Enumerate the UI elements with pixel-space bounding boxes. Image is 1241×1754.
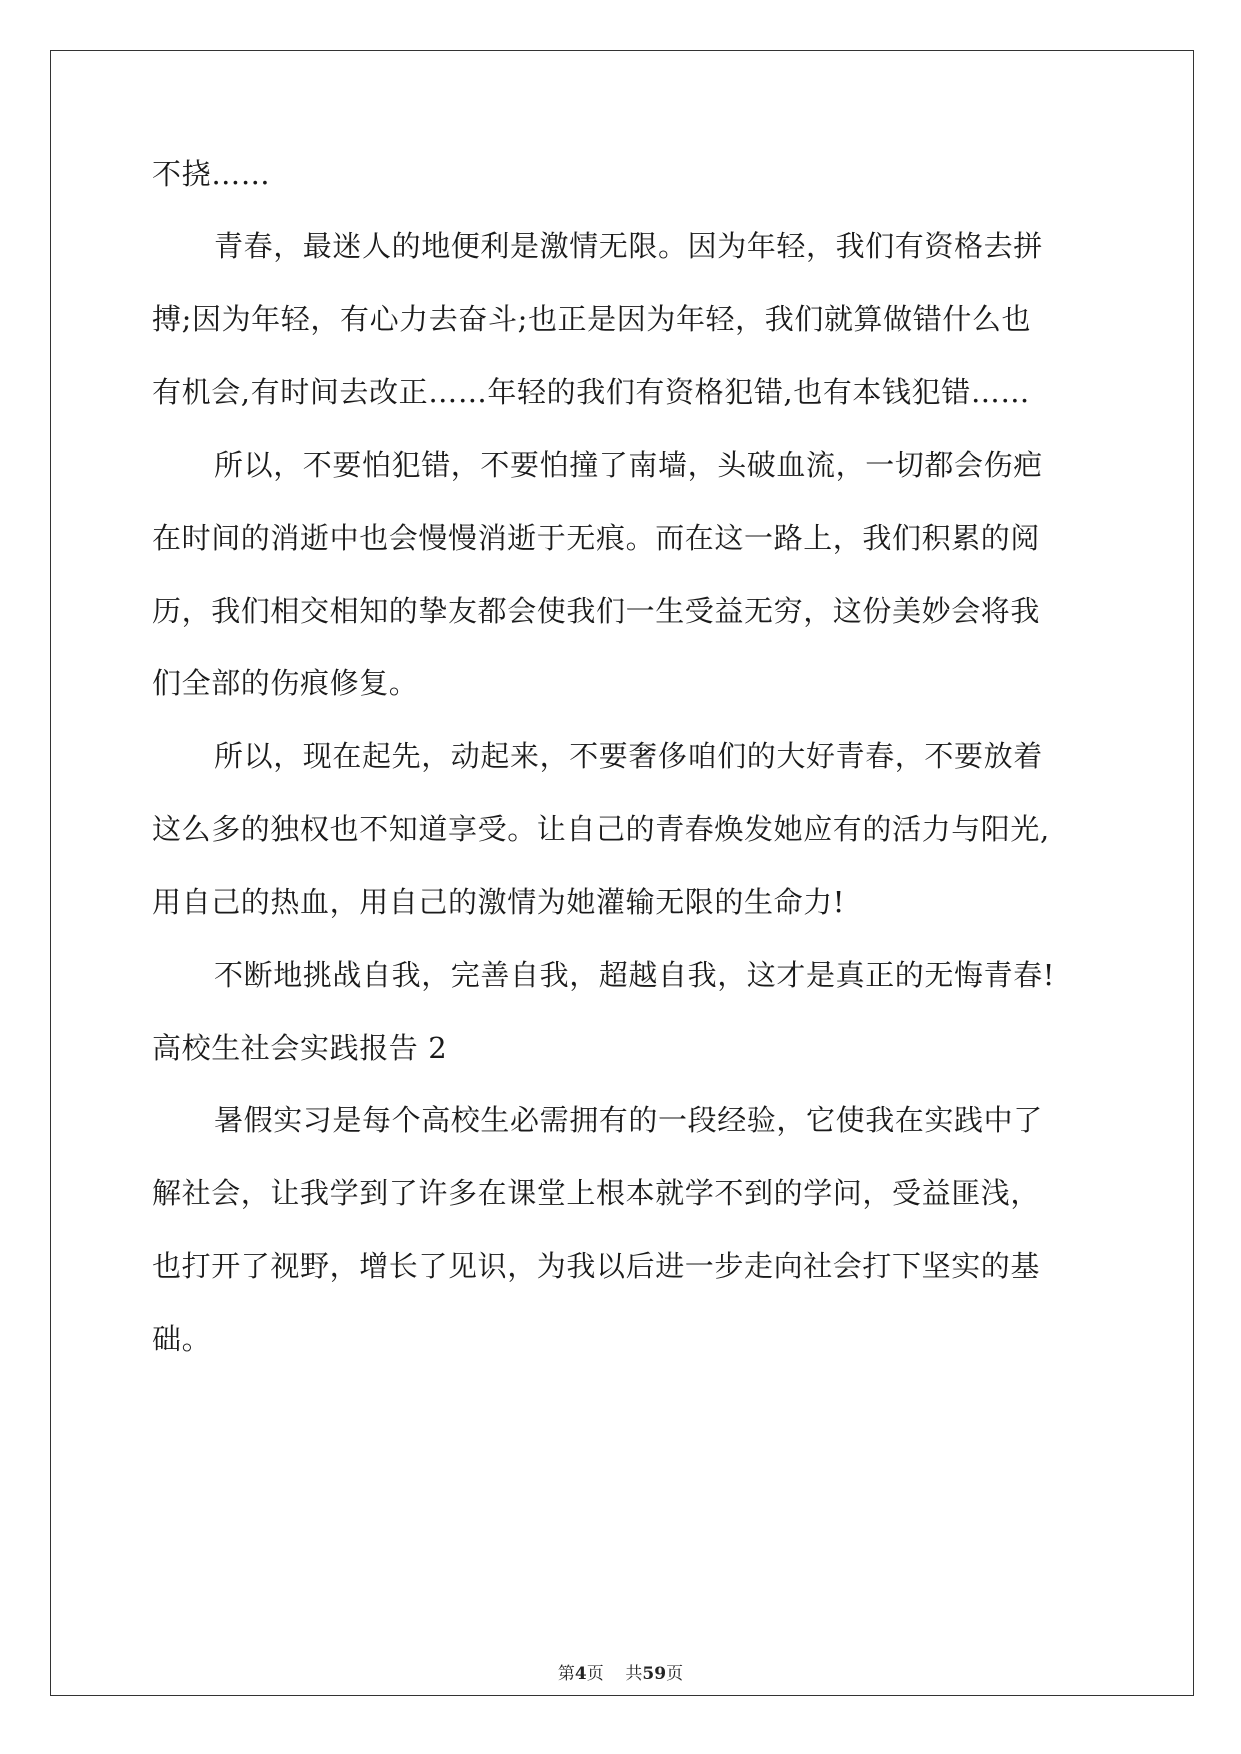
text-line-5: 所以，不要怕犯错，不要怕撞了南墙，头破血流，一切都会伤疤 (214, 448, 1043, 482)
section-heading: 高校生社会实践报告 2 (152, 1031, 448, 1065)
text-line-10: 这么多的独权也不知道享受。让自己的青春焕发她应有的活力与阳光, (152, 812, 1050, 846)
text-line-15: 解社会，让我学到了许多在课堂上根本就学不到的学问，受益匪浅， (152, 1176, 1041, 1210)
text-line-14: 暑假实习是每个高校生必需拥有的一段经验，它使我在实践中了 (214, 1103, 1043, 1137)
current-page-number: 4 (574, 1664, 587, 1684)
text-line-6: 在时间的消逝中也会慢慢消逝于无痕。而在这一路上，我们积累的阅 (152, 521, 1041, 555)
text-line-8: 们全部的伤痕修复。 (152, 666, 419, 700)
page-prefix: 第 (557, 1664, 575, 1684)
text-line-16: 也打开了视野，增长了见识，为我以后进一步走向社会打下坚实的基 (152, 1249, 1041, 1283)
total-suffix: 页 (666, 1664, 684, 1684)
text-line-12: 不断地挑战自我，完善自我，超越自我，这才是真正的无悔青春! (214, 958, 1056, 992)
text-line-4: 有机会,有时间去改正……年轻的我们有资格犯错,也有本钱犯错…… (152, 375, 1031, 409)
page-footer (0, 1662, 1241, 1686)
total-page-count: 59 (642, 1664, 667, 1684)
text-line-2: 青春，最迷人的地便利是激情无限。因为年轻，我们有资格去拼 (214, 229, 1043, 263)
text-line-11: 用自己的热血，用自己的激情为她灌输无限的生命力! (152, 885, 846, 919)
text-line-7: 历，我们相交相知的挚友都会使我们一生受益无穷，这份美妙会将我 (152, 594, 1041, 628)
total-prefix: 共 (625, 1664, 643, 1684)
text-line-9: 所以，现在起先，动起来，不要奢侈咱们的大好青春，不要放着 (214, 739, 1043, 773)
page-suffix: 页 (586, 1664, 604, 1684)
page-border (50, 50, 1194, 1696)
text-line-17: 础。 (152, 1322, 212, 1356)
text-line-3: 搏;因为年轻，有心力去奋斗;也正是因为年轻，我们就算做错什么也 (152, 302, 1032, 336)
text-line-1: 不挠…… (152, 157, 271, 191)
